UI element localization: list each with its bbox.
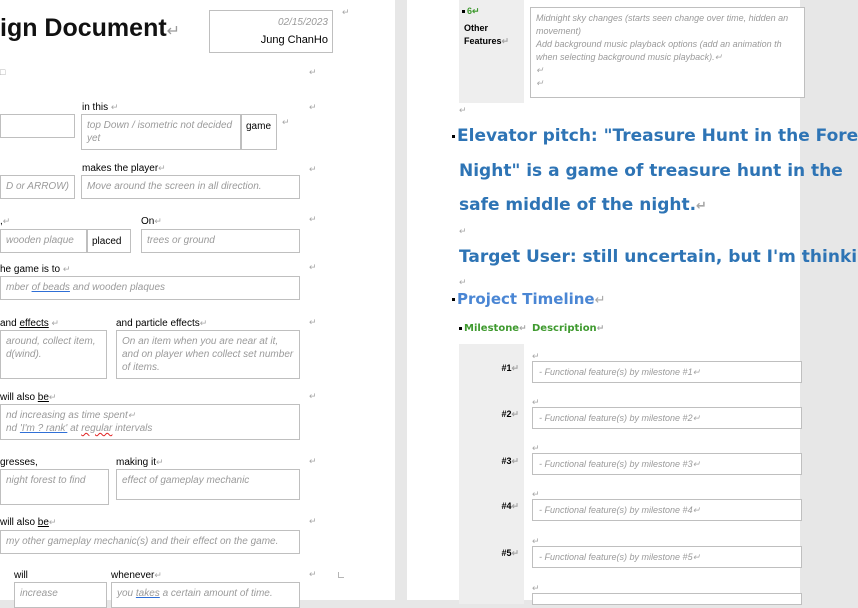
- header-date: 02/15/2023: [277, 17, 328, 28]
- placed-label-cell[interactable]: placed: [87, 229, 131, 253]
- header-info-box[interactable]: [209, 10, 333, 53]
- label-goal: he game is to ↵: [0, 264, 71, 275]
- milestone-number: #2↵: [501, 409, 519, 419]
- col-milestone: Milestone↵: [459, 323, 527, 334]
- elevator-pitch-line-1: Elevator pitch: "Treasure Hunt in the Fore: [452, 126, 858, 146]
- milestone-number: #3↵: [501, 456, 519, 466]
- label-will-also-be: will also be↵: [0, 392, 57, 403]
- progression-detail-field[interactable]: night forest to find: [0, 469, 109, 505]
- label-making-it: making it↵: [116, 457, 164, 468]
- item-field[interactable]: wooden plaque: [0, 229, 87, 253]
- milestone-number: #4↵: [501, 501, 519, 511]
- trigger-field[interactable]: you takes a certain amount of time.: [111, 582, 300, 608]
- change-field[interactable]: increase: [14, 582, 107, 608]
- target-user: Target User: still uncertain, but I'm thinki: [459, 247, 858, 267]
- paragraph-mark: ↵: [309, 214, 317, 224]
- particle-effects-field[interactable]: On an item when you are near at it, and on player when collect set number of items.: [116, 330, 300, 379]
- header-author: Jung ChanHo: [260, 34, 328, 46]
- label-progresses: gresses,: [0, 457, 38, 468]
- paragraph-mark: ↵: [309, 569, 317, 579]
- paragraph-mark: ↵: [309, 317, 317, 327]
- paragraph-mark: ↵: [459, 277, 467, 287]
- other-mechanic-field[interactable]: my other gameplay mechanic(s) and their effect on the game.: [0, 530, 300, 554]
- milestone-column-bg: [459, 344, 524, 604]
- paragraph-mark: ↵: [309, 456, 317, 466]
- document-page-left[interactable]: [0, 0, 395, 600]
- milestone-description-field[interactable]: - Functional feature(s) by milestone #4↵: [532, 499, 802, 521]
- label-will: will: [14, 570, 28, 581]
- label-particle-effects: and particle effects↵: [116, 318, 208, 329]
- label-will-also-be-2: will also be↵: [0, 517, 57, 528]
- sound-effects-field[interactable]: around, collect item, d(wind).: [0, 330, 107, 379]
- paragraph-mark: ↵: [309, 516, 317, 526]
- other-features-field[interactable]: Midnight sky changes (starts seen change over time, hidden an movement) Add background music playback options (add an animation th when selecting background music playback).↵ ↵ ↵: [530, 7, 805, 98]
- elevator-pitch-line-2: Night" is a game of treasure hunt in the: [459, 161, 843, 181]
- goal-field[interactable]: mber of beads and wooden plaques: [0, 276, 300, 300]
- label-makes-the-player: makes the player↵: [82, 163, 166, 174]
- milestone-description-field[interactable]: - Functional feature(s) by milestone #5↵: [532, 546, 802, 568]
- paragraph-mark: ↵: [309, 67, 317, 77]
- label-whenever: whenever↵: [111, 570, 162, 581]
- location-field[interactable]: trees or ground: [141, 229, 300, 253]
- margin-corner-mark: [338, 572, 344, 578]
- paragraph-mark: ↵: [309, 262, 317, 272]
- paragraph-mark: ↵: [309, 102, 317, 112]
- milestone-number: #5↵: [501, 548, 519, 558]
- label-on: On↵: [141, 216, 162, 227]
- progression-field[interactable]: nd increasing as time spent↵ nd 'I'm ? rank' at regular intervals: [0, 404, 300, 440]
- milestone-description-field[interactable]: [532, 593, 802, 605]
- paragraph-mark: ↵: [459, 226, 467, 236]
- milestone-description-field[interactable]: - Functional feature(s) by milestone #1↵: [532, 361, 802, 383]
- paragraph-mark: ↵: [309, 164, 317, 174]
- input-cell[interactable]: [0, 114, 75, 138]
- milestone-description-field[interactable]: - Functional feature(s) by milestone #2↵: [532, 407, 802, 429]
- elevator-pitch-line-3: safe middle of the night.↵: [459, 195, 707, 215]
- game-label-cell[interactable]: game: [241, 114, 277, 150]
- paragraph-mark: ↵: [282, 117, 290, 127]
- label-sound-effects: and effects ↵: [0, 318, 60, 329]
- label-in-this: in this ↵: [82, 102, 119, 113]
- document-title[interactable]: ign Document↵: [0, 14, 181, 42]
- controls-field[interactable]: D or ARROW): [0, 175, 75, 199]
- paragraph-mark: ↵: [532, 583, 540, 593]
- paragraph-mark: ↵: [342, 7, 350, 17]
- document-page-right[interactable]: 6↵ Other Features↵ Midnight sky changes (starts seen change over time, hidden an movement) Add background music playback options (add an animation th when selecting background music playback).↵ ↵ ↵ ↵ Elevator pitch: "Treasure Hunt in the Fore Night" is a game of treasure hunt in the safe middle of the night.↵ ↵ Target User: still uncertain, but I'm thinki ↵ Project Timeline↵ Milestone↵ Description↵ ↵ #1↵ - Functional feature(s) by milestone #1↵ ↵ #2↵ - Functional feature(s) by milestone #2↵ ↵ #3↵ - Functional feature(s) by milestone #3↵ ↵ #4↵ - Functional feature(s) by milestone #4↵ ↵ #5↵ - Functional feature(s) by milestone #5↵ ↵: [407, 0, 800, 600]
- mechanic-effect-field[interactable]: effect of gameplay mechanic: [116, 469, 300, 500]
- milestone-number: #1↵: [501, 363, 519, 373]
- milestone-description-field[interactable]: - Functional feature(s) by milestone #3↵: [532, 453, 802, 475]
- paragraph-mark: ↵: [459, 105, 467, 115]
- project-timeline-heading: Project Timeline↵: [452, 290, 606, 308]
- camera-view-field[interactable]: top Down / isometric not decided yet: [81, 114, 241, 150]
- col-description: Description↵: [532, 323, 605, 334]
- paragraph-mark: ↵: [309, 391, 317, 401]
- feature-number: 6↵: [462, 6, 480, 16]
- other-features-label: Other Features↵: [464, 23, 510, 46]
- paragraph-mark: □: [0, 67, 6, 77]
- label-comma: ,↵: [0, 216, 11, 227]
- player-action-field[interactable]: Move around the screen in all direction.: [81, 175, 300, 199]
